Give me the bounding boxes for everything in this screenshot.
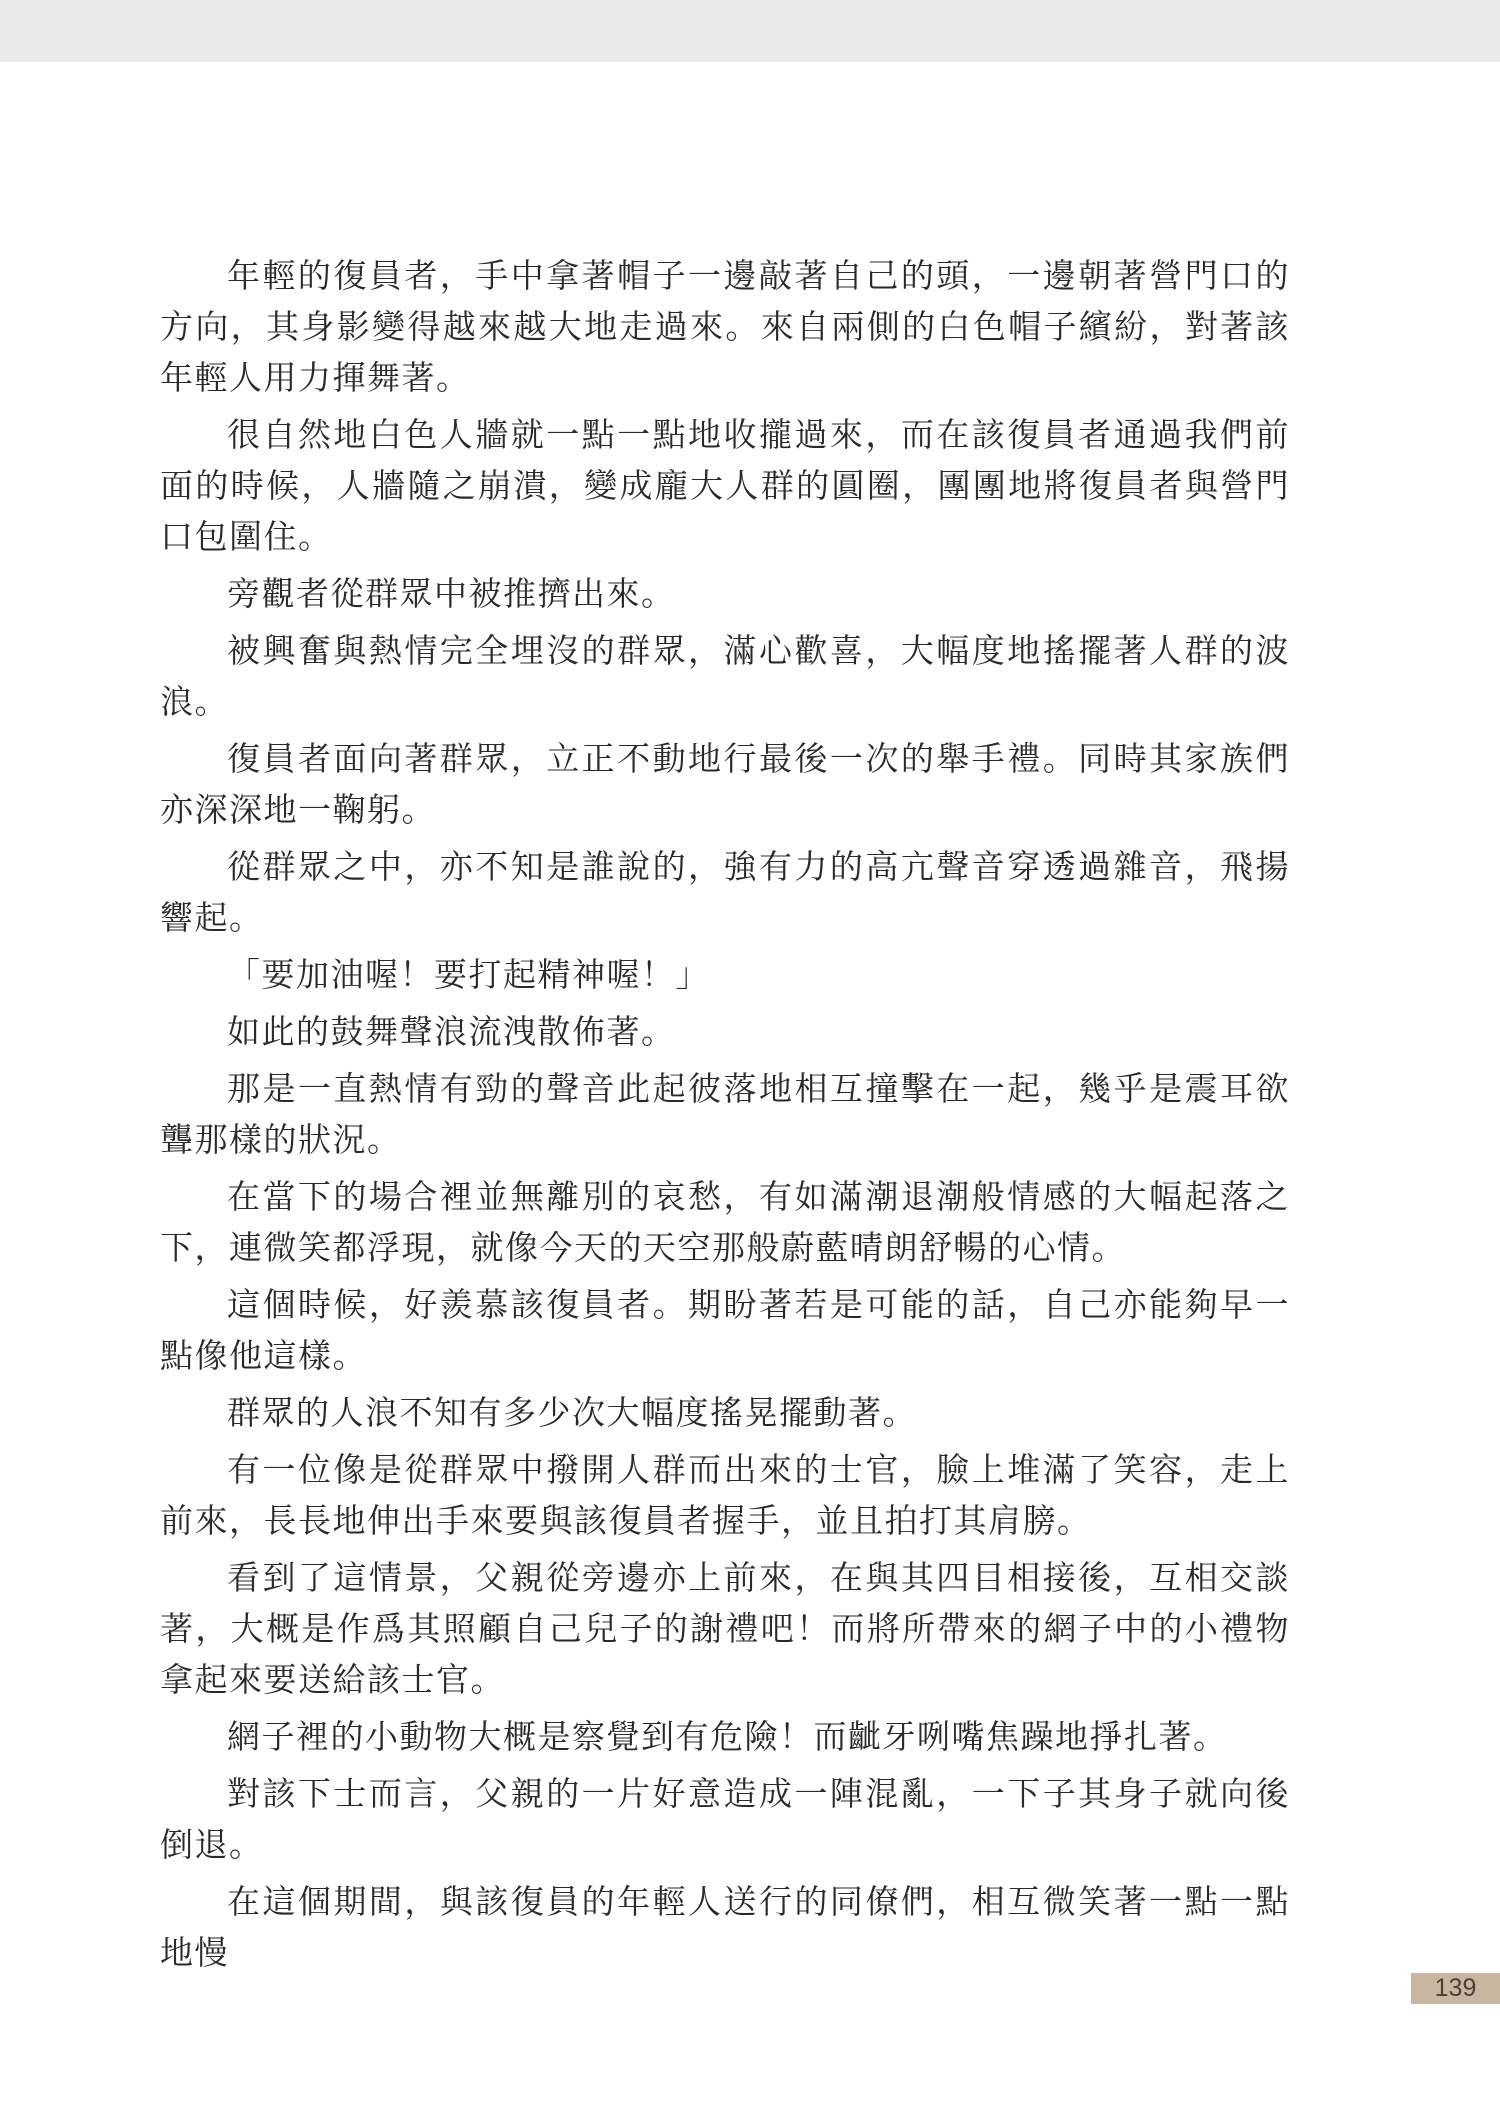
paragraph-2: 很自然地白色人牆就一點一點地收攏過來，而在該復員者通過我們前面的時候，人牆隨之崩潰，變成龐大人群的圓圈，團團地將復員者與營門口包圍住。 bbox=[160, 415, 1290, 556]
paragraph-17: 在這個期間，與該復員的年輕人送行的同僚們，相互微笑著一點一點地慢 bbox=[160, 1882, 1290, 1972]
paragraph-11: 這個時候，好羨慕該復員者。期盼著若是可能的話，自己亦能夠早一點像他這樣。 bbox=[160, 1285, 1290, 1375]
page-number: 139 bbox=[1411, 1973, 1500, 2004]
paragraph-15: 網子裡的小動物大概是察覺到有危險！而齜牙咧嘴焦躁地掙扎著。 bbox=[227, 1717, 1228, 1756]
paragraph-4: 被興奮與熱情完全埋沒的群眾，滿心歡喜，大幅度地搖擺著人群的波浪。 bbox=[160, 631, 1290, 721]
paragraph-7-quote: 「要加油喔！要打起精神喔！」 bbox=[227, 955, 710, 994]
paragraph-14: 看到了這情景，父親從旁邊亦上前來，在與其四目相接後，互相交談著，大概是作爲其照顧自己兒子的謝禮吧！而將所帶來的網子中的小禮物拿起來要送給該士官。 bbox=[160, 1558, 1290, 1699]
paragraph-10: 在當下的場合裡並無離別的哀愁，有如滿潮退潮般情感的大幅起落之下，連微笑都浮現，就像今天的天空那般蔚藍晴朗舒暢的心情。 bbox=[160, 1177, 1290, 1267]
paragraph-12: 群眾的人浪不知有多少次大幅度搖晃擺動著。 bbox=[227, 1393, 917, 1432]
paragraph-3: 旁觀者從群眾中被推擠出來。 bbox=[227, 574, 676, 613]
paragraph-13: 有一位像是從群眾中撥開人群而出來的士官，臉上堆滿了笑容，走上前來，長長地伸出手來要與該復員者握手，並且拍打其肩膀。 bbox=[160, 1450, 1290, 1540]
paragraph-16: 對該下士而言，父親的一片好意造成一陣混亂，一下子其身子就向後倒退。 bbox=[160, 1774, 1290, 1864]
paragraph-1: 年輕的復員者，手中拿著帽子一邊敲著自己的頭，一邊朝著營門口的方向，其身影變得越來越大地走過來。來自兩側的白色帽子繽紛，對著該年輕人用力揮舞著。 bbox=[160, 256, 1290, 397]
paragraph-6: 從群眾之中，亦不知是誰說的，強有力的高亢聲音穿透過雜音，飛揚響起。 bbox=[160, 847, 1290, 937]
paragraph-8: 如此的鼓舞聲浪流洩散佈著。 bbox=[227, 1012, 676, 1051]
page-top-band bbox=[0, 0, 1500, 62]
paragraph-5: 復員者面向著群眾，立正不動地行最後一次的舉手禮。同時其家族們亦深深地一鞠躬。 bbox=[160, 739, 1290, 829]
paragraph-9: 那是一直熱情有勁的聲音此起彼落地相互撞擊在一起，幾乎是震耳欲聾那樣的狀況。 bbox=[160, 1069, 1290, 1159]
page-body bbox=[160, 250, 1290, 1978]
